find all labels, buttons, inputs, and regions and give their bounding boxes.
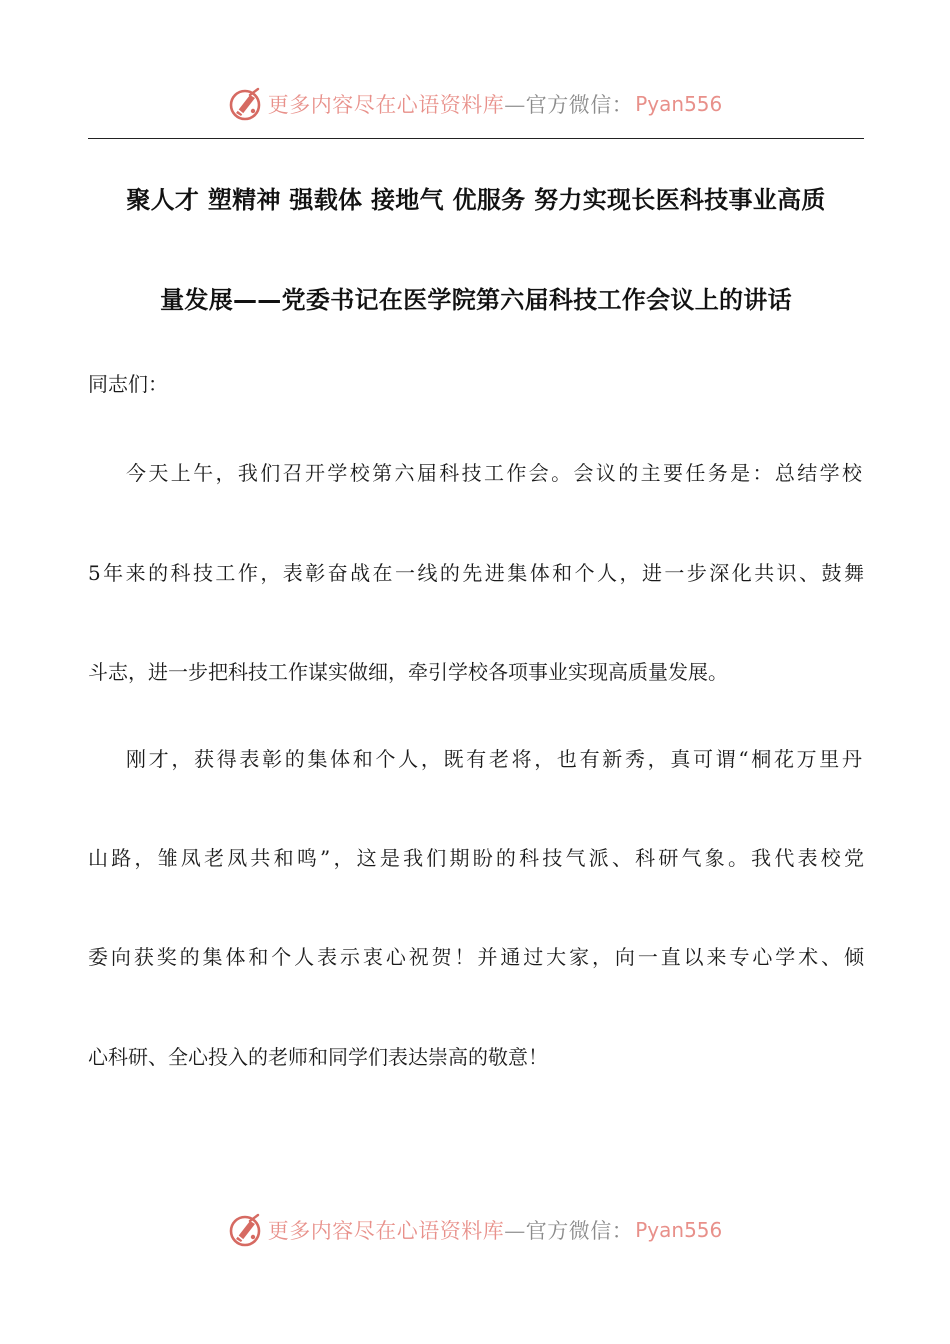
watermark-wechat-id: Pyan556: [635, 1218, 723, 1242]
watermark-wechat-id: Pyan556: [635, 92, 723, 116]
body-line: 今天上午，我们召开学校第六届科技工作会。会议的主要任务是：总结学校: [126, 461, 862, 485]
watermark-text: [268, 1215, 634, 1245]
watermark-text: [268, 89, 634, 119]
document-title-line-2: 量发展——党委书记在医学院第六届科技工作会议上的讲话: [160, 286, 792, 314]
footer-watermark: [0, 1210, 950, 1250]
body-line: 5年来的科技工作，表彰奋战在一线的先进集体和个人，进一步深化共识、鼓舞: [88, 561, 864, 585]
header-divider: [88, 138, 864, 139]
watermark-tail: 官方微信：: [525, 1219, 634, 1243]
watermark-lead: 更多内容尽在心语资料库: [267, 93, 505, 117]
watermark-dash: —: [504, 1219, 526, 1243]
body-line: 刚才，获得表彰的集体和个人，既有老将，也有新秀，真可谓“桐花万里丹: [126, 747, 862, 771]
watermark-dash: —: [504, 93, 526, 117]
header-watermark: [0, 84, 950, 124]
body-line: 心科研、全心投入的老师和同学们表达崇高的敬意！: [88, 1045, 548, 1069]
pen-seal-logo-icon: [228, 1212, 264, 1248]
document-title-line-1: 聚人才 塑精神 强载体 接地气 优服务 努力实现长医科技事业高质: [126, 186, 826, 214]
pen-seal-logo-icon: [228, 86, 264, 122]
watermark-tail: 官方微信：: [525, 93, 634, 117]
body-line: 委向获奖的集体和个人表示衷心祝贺！并通过大家，向一直以来专心学术、倾: [88, 945, 864, 969]
body-line: 斗志，进一步把科技工作谋实做细，牵引学校各项事业实现高质量发展。: [88, 660, 728, 684]
salutation: 同志们：: [88, 372, 168, 396]
body-line: 山路，雏凤老凤共和鸣”，这是我们期盼的科技气派、科研气象。我代表校党: [88, 846, 864, 870]
watermark-lead: 更多内容尽在心语资料库: [267, 1219, 505, 1243]
